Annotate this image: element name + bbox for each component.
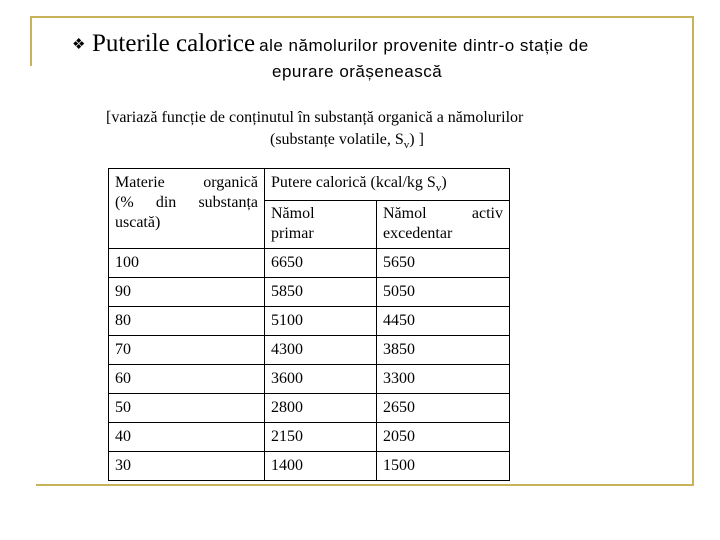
header-word: Nămol <box>271 205 315 223</box>
header-primary-sludge <box>265 201 377 249</box>
cell-organic: 40 <box>109 423 265 452</box>
table-row <box>109 249 510 278</box>
header-word: activ <box>471 205 503 223</box>
cell-primar: 2800 <box>265 394 377 423</box>
cell-primar: 5100 <box>265 307 377 336</box>
cell-organic: 60 <box>109 365 265 394</box>
header-word: substanța <box>198 194 258 211</box>
title-line-2: epurare orășenească <box>272 62 443 81</box>
note-line-2 <box>270 131 424 151</box>
cell-activ: 4450 <box>377 307 510 336</box>
table-row <box>109 336 510 365</box>
frame-left-border <box>30 16 32 66</box>
note-subscript: v <box>403 139 410 152</box>
cell-primar: 2150 <box>265 423 377 452</box>
header-organic-matter <box>109 169 265 249</box>
table-row <box>109 394 510 423</box>
header-word: Nămol <box>383 205 427 223</box>
frame-bottom-border <box>36 484 694 486</box>
table-row <box>109 365 510 394</box>
cell-primar: 3600 <box>265 365 377 394</box>
title-main: Puterile calorice <box>92 30 256 57</box>
diamond-bullet-icon: ❖ <box>72 37 86 53</box>
cell-activ: 5050 <box>377 278 510 307</box>
cell-primar: 1400 <box>265 452 377 481</box>
header-power-text: Putere calorică (kcal/kg S <box>271 174 436 191</box>
header-calorific-power <box>265 169 510 201</box>
header-word: din <box>155 194 177 211</box>
calorific-power-table <box>108 168 510 481</box>
cell-primar: 4300 <box>265 336 377 365</box>
header-word: uscată) <box>115 214 161 231</box>
cell-activ: 2050 <box>377 423 510 452</box>
note-line-1: [variază funcție de conținutul în substanță organică a nămolurilor <box>106 109 524 126</box>
cell-organic: 100 <box>109 249 265 278</box>
frame-right-border <box>692 16 694 484</box>
title-rest: ale nămolurilor provenite dintr-o stație de <box>259 36 589 55</box>
header-word: excedentar <box>383 225 453 243</box>
frame-top-border <box>30 16 694 18</box>
header-activated-sludge <box>377 201 510 249</box>
header-word: organică <box>203 174 258 191</box>
note-line-2-end: ) ] <box>409 131 424 148</box>
cell-organic: 90 <box>109 278 265 307</box>
cell-organic: 80 <box>109 307 265 336</box>
table-row <box>109 278 510 307</box>
cell-activ: 1500 <box>377 452 510 481</box>
cell-activ: 2650 <box>377 394 510 423</box>
table-row <box>109 423 510 452</box>
cell-activ: 5650 <box>377 249 510 278</box>
table-row <box>109 307 510 336</box>
slide-title <box>72 30 589 58</box>
cell-activ: 3850 <box>377 336 510 365</box>
table-row <box>109 452 510 481</box>
header-power-subscript: v <box>435 182 442 195</box>
header-power-end: ) <box>441 174 447 191</box>
cell-organic: 30 <box>109 452 265 481</box>
header-word: Materie <box>115 174 165 191</box>
cell-primar: 6650 <box>265 249 377 278</box>
note-line-2-text: (substanțe volatile, S <box>270 131 404 148</box>
cell-activ: 3300 <box>377 365 510 394</box>
header-word: (% <box>115 194 134 211</box>
cell-primar: 5850 <box>265 278 377 307</box>
header-word: primar <box>271 225 314 243</box>
cell-organic: 50 <box>109 394 265 423</box>
cell-organic: 70 <box>109 336 265 365</box>
